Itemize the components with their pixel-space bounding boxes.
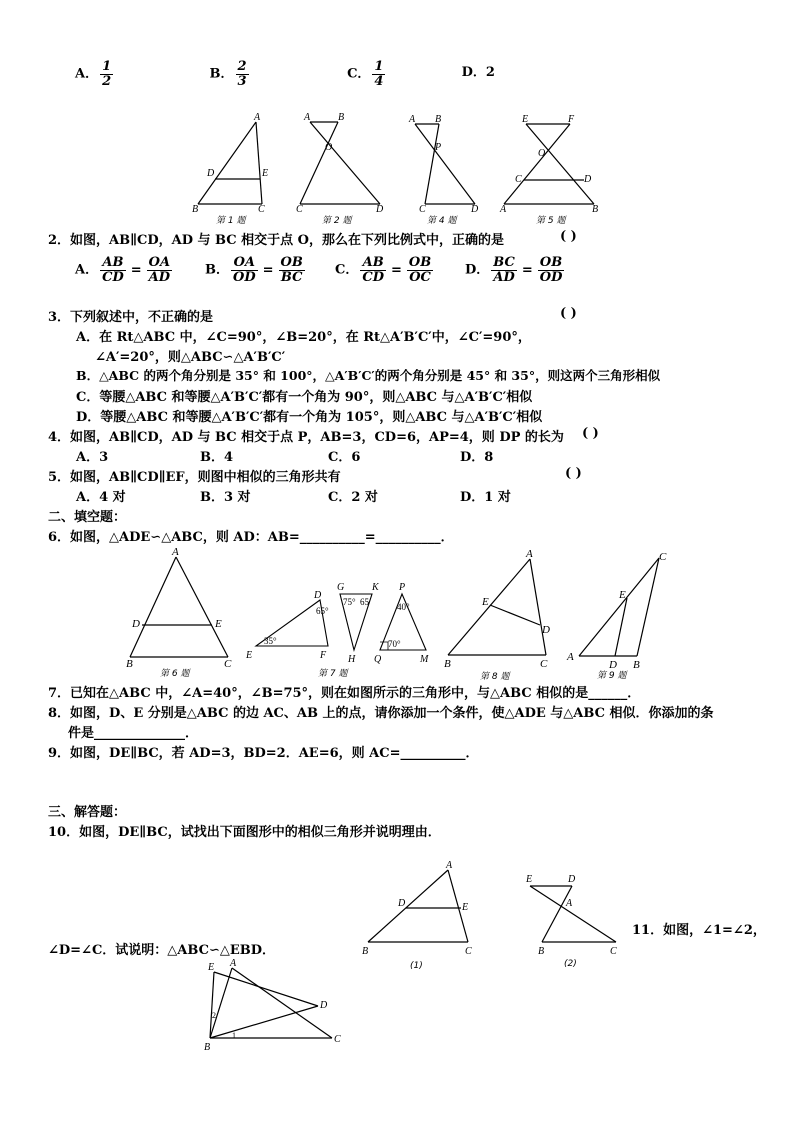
svg-text:E: E xyxy=(482,596,489,608)
q4-option-c: C．6 xyxy=(328,450,361,465)
svg-text:O: O xyxy=(325,142,333,153)
svg-text:Q: Q xyxy=(374,654,382,665)
svg-text:E: E xyxy=(522,114,529,125)
svg-text:第 1 题: 第 1 题 xyxy=(216,216,246,226)
svg-text:D: D xyxy=(207,168,215,179)
q1-option-d: D．2 xyxy=(461,64,495,80)
svg-text:A: A xyxy=(304,112,311,123)
svg-text:K: K xyxy=(372,582,379,593)
svg-text:B: B xyxy=(192,204,199,215)
svg-text:第 9 题: 第 9 题 xyxy=(597,671,627,681)
q2-options xyxy=(75,256,585,284)
q4-stem: 4．如图，AB∥CD，AD 与 BC 相交于点 P，AB=3，CD=6，AP=4，则 DP 的长为 xyxy=(48,430,564,445)
svg-text:B: B xyxy=(633,659,640,671)
svg-text:D: D xyxy=(314,590,322,601)
q3-option-a-line1: A．在 Rt△ABC 中，∠C=90°，∠B=20°，在 Rt△A′B′C′中，∠C′=90°， xyxy=(76,330,531,345)
svg-text:1: 1 xyxy=(232,1031,236,1040)
svg-text:(1): (1) xyxy=(410,961,423,971)
svg-text:C: C xyxy=(296,204,303,215)
figure-q10-1 xyxy=(358,858,488,973)
svg-text:B: B xyxy=(538,946,545,957)
svg-text:E: E xyxy=(208,962,215,973)
figure-q5 xyxy=(498,110,608,230)
section-2-heading: 二、填空题： xyxy=(48,510,127,525)
svg-text:C: C xyxy=(659,551,667,563)
svg-text:A: A xyxy=(566,898,573,909)
svg-text:35°: 35° xyxy=(264,636,277,646)
q4-option-a: A．3 xyxy=(76,450,109,465)
q2-option-c: C． $\frac{AB}{CD}$ = $\frac{OB}{OC}$ xyxy=(335,255,432,285)
svg-text:A: A xyxy=(567,651,574,663)
svg-text:C: C xyxy=(610,946,617,957)
q1-option-a: A． $\frac{1}{2}$ xyxy=(75,59,112,89)
svg-text:C: C xyxy=(515,174,522,185)
q7-text: 7．已知在△ABC 中，∠A=40°，∠B=75°，则在如图所示的三角形中，与△ABC 相似的是______． xyxy=(48,686,641,701)
svg-text:B: B xyxy=(592,204,599,215)
q4-option-b: B．4 xyxy=(200,450,234,465)
q5-option-b: B．3 对 xyxy=(200,490,251,505)
svg-text:B: B xyxy=(444,658,451,670)
q2-stem: 2．如图，AB∥CD，AD 与 BC 相交于点 O，那么在下列比例式中，正确的是 xyxy=(48,233,504,248)
q3-paren: ( ) xyxy=(560,306,577,321)
q5-option-c: C．2 对 xyxy=(328,490,378,505)
svg-text:A: A xyxy=(409,114,416,125)
svg-text:B: B xyxy=(435,114,442,125)
svg-text:F: F xyxy=(320,650,327,661)
svg-text:E: E xyxy=(246,650,253,661)
q6-text: 6．如图，△ADE∽△ABC，则 AD：AB=__________=__________． xyxy=(48,530,454,545)
figure-q8 xyxy=(440,545,565,680)
svg-text:F: F xyxy=(568,114,575,125)
svg-text:第 8 题: 第 8 题 xyxy=(480,672,510,682)
section-3-heading: 三、解答题： xyxy=(48,805,127,820)
svg-text:2: 2 xyxy=(212,1011,216,1020)
q4-paren: ( ) xyxy=(582,426,599,441)
q3-option-b: B．△ABC 的两个角分别是 35° 和 100°，△A′B′C′的两个角分别是 45° 和 35°，则这两个三角形相似 xyxy=(76,368,661,383)
svg-text:D: D xyxy=(320,1000,328,1011)
svg-text:D: D xyxy=(132,618,140,630)
svg-text:D: D xyxy=(398,898,406,909)
svg-text:O: O xyxy=(538,148,546,159)
q5-paren: ( ) xyxy=(565,466,582,481)
svg-text:75°: 75° xyxy=(343,597,356,607)
figure-q1 xyxy=(190,110,280,230)
q2-option-d: D． $\frac{BC}{AD}$ = $\frac{OB}{OD}$ xyxy=(465,255,563,285)
svg-text:A: A xyxy=(446,860,453,871)
svg-text:C: C xyxy=(334,1034,341,1045)
svg-text:C: C xyxy=(419,204,426,215)
q2-paren: ( ) xyxy=(560,229,577,244)
svg-text:C: C xyxy=(540,658,548,670)
svg-text:第 7 题: 第 7 题 xyxy=(318,669,348,679)
q5-stem: 5．如图，AB∥CD∥EF，则图中相似的三角形共有 xyxy=(48,470,341,485)
q2-option-b: B． $\frac{OA}{OD}$ = $\frac{OB}{BC}$ xyxy=(205,255,303,285)
svg-text:第 4 题: 第 4 题 xyxy=(427,216,457,226)
q5-option-d: D．1 对 xyxy=(460,490,511,505)
svg-text:E: E xyxy=(215,618,222,630)
svg-text:第 6 题: 第 6 题 xyxy=(160,669,190,679)
figure-q4 xyxy=(405,110,485,230)
figure-q2 xyxy=(292,110,392,230)
q3-option-a-line2: ∠A′=20°，则△ABC∽△A′B′C′ xyxy=(95,350,286,365)
svg-text:65°: 65° xyxy=(316,606,329,616)
svg-text:E: E xyxy=(262,168,269,179)
q8-text-line1: 8．如图，D、E 分别是△ABC 的边 AC、AB 上的点，请你添加一个条件，使△ADE 与△ABC 相似．你添加的条 xyxy=(48,706,714,721)
svg-text:P: P xyxy=(435,142,442,153)
q1-option-c: C． $\frac{1}{4}$ xyxy=(347,59,384,89)
svg-text:A: A xyxy=(254,112,261,123)
q8-text-line2: 件是______________． xyxy=(68,726,199,741)
q3-option-c: C．等腰△ABC 和等腰△A′B′C′都有一个角为 90°，则△ABC 与△A′B′C′相似 xyxy=(76,390,533,405)
figure-q6 xyxy=(120,545,245,679)
svg-text:C: C xyxy=(224,658,232,670)
svg-text:70°: 70° xyxy=(388,639,401,649)
q4-option-d: D．8 xyxy=(460,450,494,465)
svg-text:D: D xyxy=(471,204,479,215)
svg-text:65: 65 xyxy=(360,597,369,607)
figure-q9 xyxy=(565,548,680,680)
svg-text:E: E xyxy=(462,902,469,913)
q3-option-d: D．等腰△ABC 和等腰△A′B′C′都有一个角为 105°，则△ABC 与△A′B′C′相似 xyxy=(76,410,543,425)
svg-text:A: A xyxy=(500,204,507,215)
q3-stem: 3．下列叙述中，不正确的是 xyxy=(48,310,214,325)
svg-text:E: E xyxy=(526,874,533,885)
q2-option-a: A． $\frac{AB}{CD}$ = $\frac{OA}{AD}$ xyxy=(75,255,171,285)
svg-text:第 2 题: 第 2 题 xyxy=(322,216,352,226)
svg-text:D: D xyxy=(376,204,384,215)
q1-option-b: B． $\frac{2}{3}$ xyxy=(209,59,247,89)
svg-text:H: H xyxy=(348,654,356,665)
figure-q7 xyxy=(242,580,437,680)
svg-text:D: D xyxy=(542,624,550,636)
svg-text:A: A xyxy=(172,546,179,558)
svg-text:A: A xyxy=(526,548,533,560)
svg-text:M: M xyxy=(420,654,429,665)
svg-text:B: B xyxy=(338,112,345,123)
q11-text-line2: ∠D=∠C．试说明：△ABC∽△EBD． xyxy=(48,943,276,958)
q5-option-a: A．4 对 xyxy=(76,490,126,505)
svg-text:40°: 40° xyxy=(397,602,410,612)
svg-text:P: P xyxy=(399,582,406,593)
figure-q10-2 xyxy=(520,866,630,971)
q9-text: 9．如图，DE∥BC，若 AD=3，BD=2．AE=6，则 AC=__________． xyxy=(48,746,479,761)
svg-text:(2): (2) xyxy=(564,959,577,969)
svg-text:B: B xyxy=(362,946,369,957)
svg-text:D: D xyxy=(609,659,617,671)
svg-text:E: E xyxy=(619,589,626,601)
svg-text:G: G xyxy=(337,582,345,593)
svg-text:B: B xyxy=(126,658,133,670)
svg-text:B: B xyxy=(204,1042,211,1053)
svg-text:第 5 题: 第 5 题 xyxy=(536,216,566,226)
svg-text:D: D xyxy=(568,874,576,885)
svg-text:D: D xyxy=(584,174,592,185)
q10-text: 10．如图，DE∥BC，试找出下面图形中的相似三角形并说明理由． xyxy=(48,825,441,840)
svg-text:C: C xyxy=(465,946,472,957)
figure-q11 xyxy=(200,958,350,1058)
svg-text:A: A xyxy=(230,958,237,969)
svg-text:C: C xyxy=(258,204,265,215)
q1-options xyxy=(75,60,495,88)
q11-text-line1: 11．如图，∠1=∠2， xyxy=(632,923,766,938)
